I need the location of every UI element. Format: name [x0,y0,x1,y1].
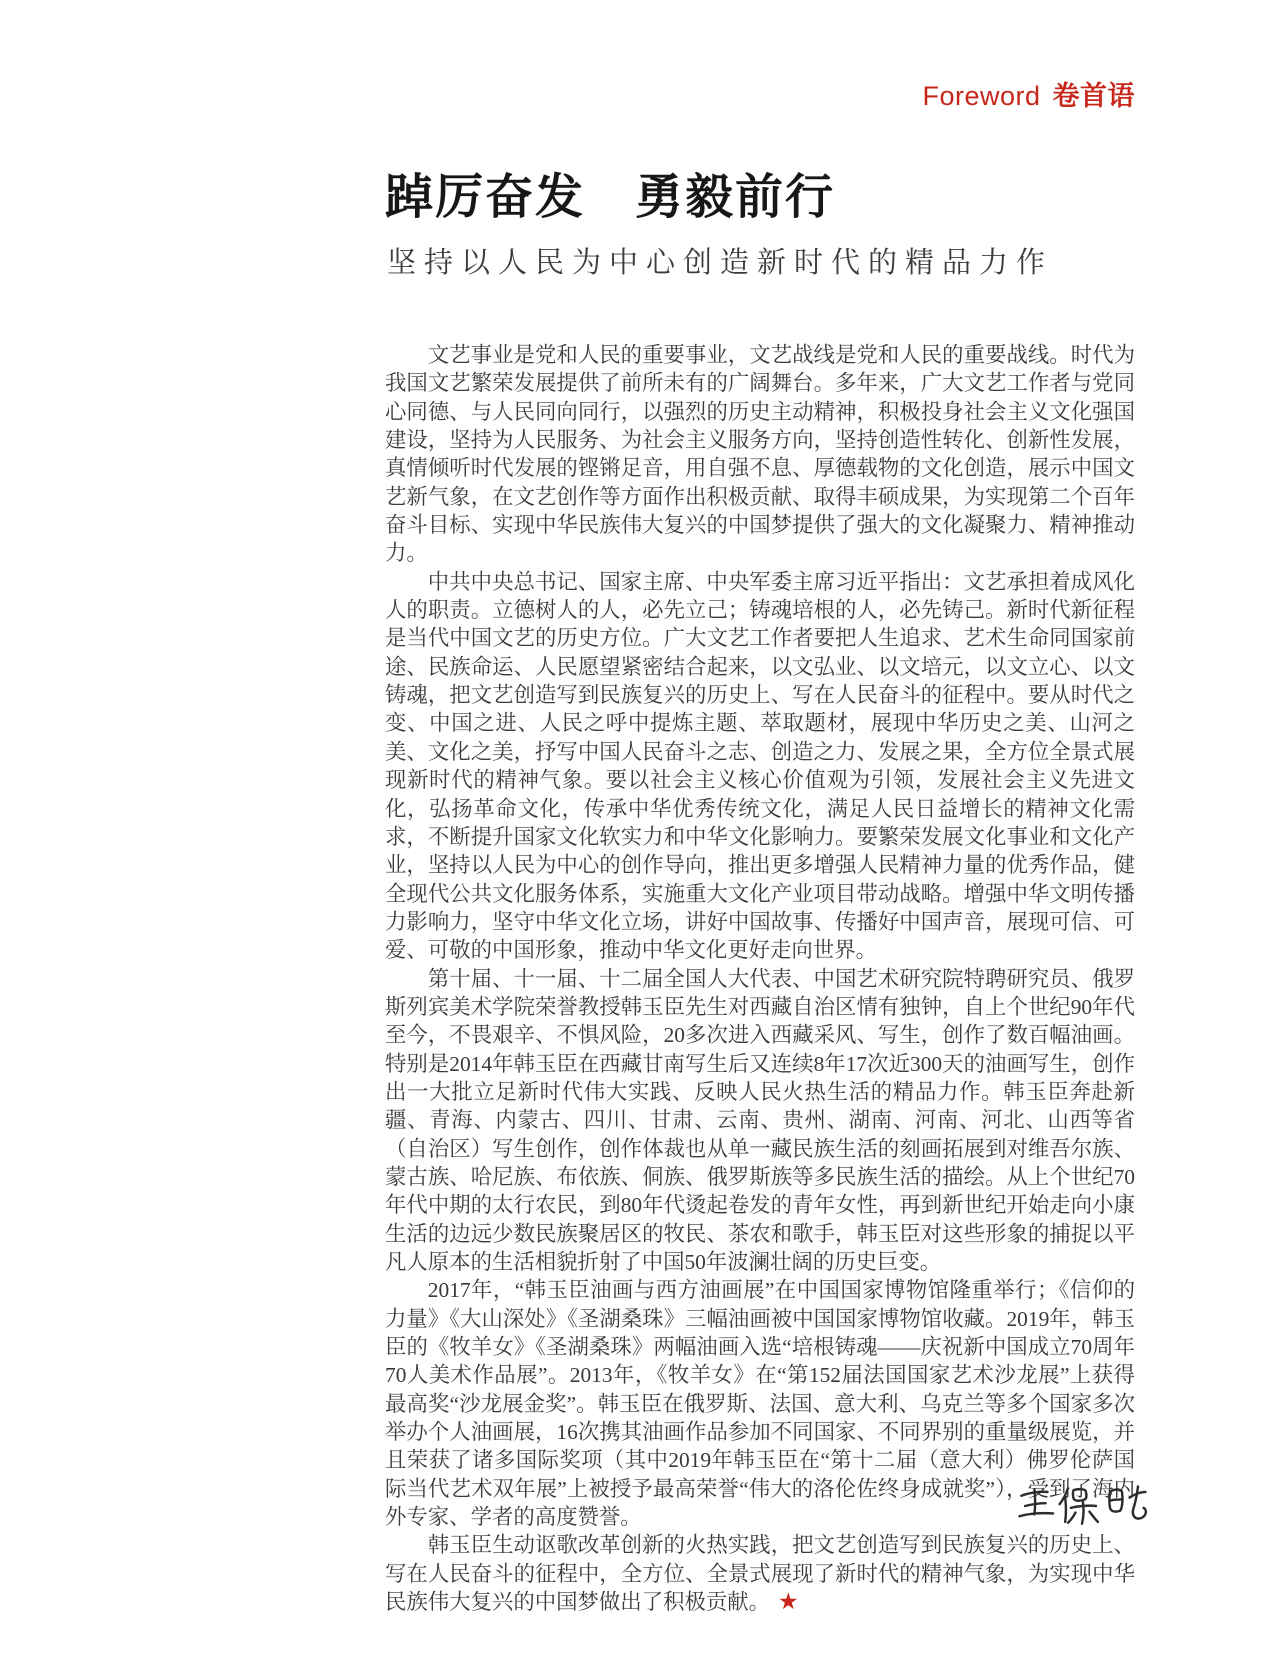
paragraph-3: 第十届、十一届、十二届全国人大代表、中国艺术研究院特聘研究员、俄罗斯列宾美术学院荣誉教授韩玉臣先生对西藏自治区情有独钟，自上个世纪90年代至今，不畏艰辛、不惧风险，20多次进入西藏采风、写生，创作了数百幅油画。特别是2014年韩玉臣在西藏甘南写生后又连续8年17次近300天的油画写生，创作出一大批立足新时代伟大实践、反映人民火热生活的精品力作。韩玉臣奔赴新疆、青海、内蒙古、四川、甘肃、云南、贵州、湖南、河南、河北、山西等省（自治区）写生创作，创作体裁也从单一藏民族生活的刻画拓展到对维吾尔族、蒙古族、哈尼族、布依族、侗族、俄罗斯族等多民族生活的描绘。从上个世纪70年代中期的太行农民，到80年代烫起卷发的青年女性，再到新世纪开始走向小康生活的边远少数民族聚居区的牧民、茶农和歌手，韩玉臣对这些形象的捕捉以平凡人原本的生活相貌折射了中国50年波澜壮阔的历史巨变。 [385,966,1135,1274]
paragraph-4: 2017年，“韩玉臣油画与西方油画展”在中国国家博物馆隆重举行；《信仰的力量》《大山深处》《圣湖桑珠》三幅油画被中国国家博物馆收藏。2019年，韩玉臣的《牧羊女》《圣湖桑珠》两幅油画入选“培根铸魂——庆祝新中国成立70周年70人美术作品展”。2013年，《牧羊女》在“第152届法国国家艺术沙龙展”上获得最高奖“沙龙展金奖”。韩玉臣在俄罗斯、法国、意大利、乌克兰等多个国家多次举办个人油画展，16次携其油画作品参加不同国家、不同界别的重量级展览，并且荣获了诸多国际奖项（其中2019年韩玉臣在“第十二届（意大利）佛罗伦萨国际当代艺术双年展”上被授予最高荣誉“伟大的洛伦佐终身成就奖”），受到了海内外专家、学者的高度赞誉。 [385,1278,1135,1530]
paragraph-1: 文艺事业是党和人民的重要事业，文艺战线是党和人民的重要战线。时代为我国文艺繁荣发展提供了前所未有的广阔舞台。多年来，广大文艺工作者与党同心同德、与人民同向同行，以强烈的历史主动精神，积极投身社会主义文化强国建设，坚持为人民服务、为社会主义服务方向，坚持创造性转化、创新性发展，真情倾听时代发展的铿锵足音，用自强不息、厚德载物的文化创造，展示中国文艺新气象，在文艺创作等方面作出积极贡献、取得丰硕成果，为实现第二个百年奋斗目标、实现中华民族伟大复兴的中国梦提供了强大的文化凝聚力、精神推动力。 [385,343,1135,566]
paragraph-2: 中共中央总书记、国家主席、中央军委主席习近平指出：文艺承担着成风化人的职责。立德树人的人，必先立己；铸魂培根的人，必先铸己。新时代新征程是当代中国文艺的历史方位。广大文艺工作者要把人生追求、艺术生命同国家前途、民族命运、人民愿望紧密结合起来，以文弘业、以文培元，以文立心、以文铸魂，把文艺创造写到民族复兴的历史上、写在人民奋斗的征程中。要从时代之变、中国之进、人民之呼中提炼主题、萃取题材，展现中华历史之美、山河之美、文化之美，抒写中国人民奋斗之志、创造之力、发展之果，全方位全景式展现新时代的精神气象。要以社会主义核心价值观为引领，发展社会主义先进文化，弘扬革命文化，传承中华优秀传统文化，满足人民日益增长的精神文化需求，不断提升国家文化软实力和中华文化影响力。要繁荣发展文化事业和文化产业，坚持以人民为中心的创作导向，推出更多增强人民精神力量的优秀作品，健全现代公共文化服务体系，实施重大文化产业项目带动战略。增强中华文明传播力影响力，坚守中华文化立场，讲好中国故事、传播好中国声音，展现可信、可爱、可敬的中国形象，推动中华文化更好走向世界。 [385,569,1135,963]
paragraph-5 [385,1531,1135,1616]
foreword-header [922,74,1135,113]
end-star-icon: ★ [778,1589,799,1615]
page-subtitle: 坚持以人民为中心创造新时代的精品力作 [387,247,1054,279]
page-title: 踔厉奋发 勇毅前行 [385,171,836,224]
foreword-label-en: Foreword [922,81,1041,111]
paragraph-5-text: 韩玉臣生动讴歌改革创新的火热实践，把文艺创造写到民族复兴的历史上、写在人民奋斗的征程中，全方位、全景式展现了新时代的精神气象，为实现中华民族伟大复兴的中国梦做出了积极贡献。 [385,1533,1135,1615]
article-body [385,341,1135,1616]
foreword-label-zh: 卷首语 [1052,81,1135,111]
signature-strokes [1012,1476,1152,1536]
signature [1012,1476,1152,1536]
